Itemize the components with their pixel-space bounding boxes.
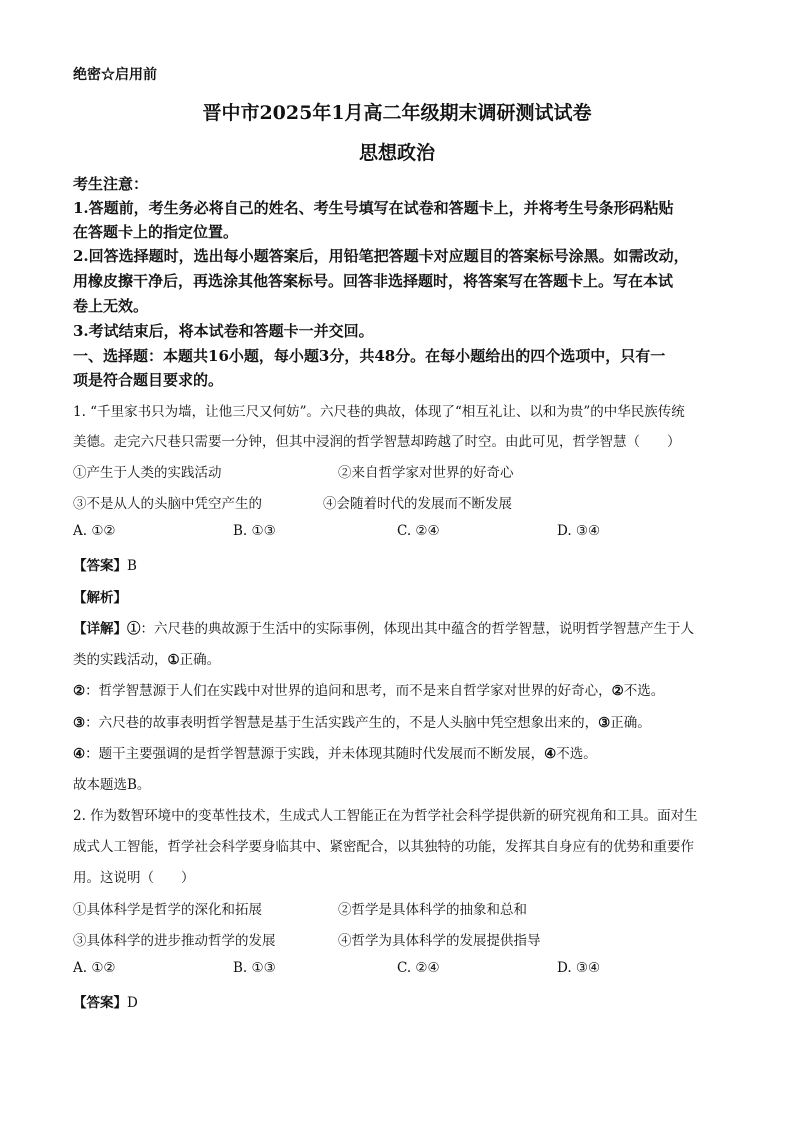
q1-stem-1: 1. “千里家书只为墙，让他三尺又何妨”。六尺巷的典故，体现了“相互礼让、以和为贵”的中华民族传统 <box>73 404 685 420</box>
section-line-2: 项是符合题目要求的。 <box>73 371 224 389</box>
detail-text: 不选。 <box>556 746 597 762</box>
exam-title: 晋中市2025年1月高二年级期末调研测试试卷 <box>202 102 592 124</box>
q1-option-3: ③不是从人的头脑中凭空产生的 <box>73 496 262 512</box>
mark-1: ① <box>167 652 180 668</box>
answer-tag: 【答案】 <box>73 558 127 574</box>
notice-line-1a: 1.答题前，考生务必将自己的姓名、考生号填写在试卷和答题卡上，并将考生号条形码粘贴 <box>73 199 674 217</box>
notice-line-1b: 在答题卡上的指定位置。 <box>73 223 239 241</box>
detail-text: ：六尺巷的典故源于生活中的实际事例，体现出其中蕴含的哲学智慧，说明哲学智慧产生于人 <box>140 621 694 637</box>
q1-detail-3 <box>73 711 651 731</box>
q1-detail-2 <box>73 679 664 699</box>
q1-option-2: ②来自哲学家对世界的好奇心 <box>338 465 514 481</box>
mark-2: ② <box>73 683 86 699</box>
q1-choice-c: C. ②④ <box>397 523 440 539</box>
q2-choice-d: D. ③④ <box>557 960 601 976</box>
mark-2: ② <box>611 683 624 699</box>
q1-choice-b: B. ①③ <box>233 523 276 539</box>
answer-value: D <box>127 995 138 1011</box>
q2-choice-c: C. ②④ <box>397 960 440 976</box>
q1-choice-a: A. ①② <box>73 523 116 539</box>
q2-option-1: ①具体科学是哲学的深化和拓展 <box>73 902 262 918</box>
q1-detail-4 <box>73 742 597 762</box>
section-line-1: 一、选择题：本题共16小题，每小题3分，共48分。在每小题给出的四个选项中，只有一 <box>73 347 666 365</box>
q2-choice-a: A. ①② <box>73 960 116 976</box>
q1-stem-2: 美德。走完六尺巷只需要一分钟，但其中浸润的哲学智慧却跨越了时空。由此可见，哲学智慧（ ） <box>73 434 681 450</box>
mark-3: ③ <box>598 715 611 731</box>
q1-conclusion: 故本题选B。 <box>73 777 151 793</box>
detail-text: ：六尺巷的故事表明哲学智慧是基于生活实践产生的，不是人头脑中凭空想象出来的， <box>85 715 599 731</box>
mark-3: ③ <box>73 715 86 731</box>
detail-tag: 【详解】 <box>73 621 127 637</box>
detail-text: 正确。 <box>610 715 651 731</box>
detail-text: ：哲学智慧源于人们在实践中对世界的追问和思考，而不是来自哲学家对世界的好奇心， <box>85 683 612 699</box>
detail-text: 正确。 <box>179 652 221 668</box>
mark-1: ① <box>127 621 141 637</box>
q1-detail-1a <box>73 617 694 637</box>
q2-option-2: ②哲学是具体科学的抽象和总和 <box>338 902 527 918</box>
confidential-label: 绝密☆启用前 <box>73 67 157 83</box>
notice-heading: 考生注意： <box>73 175 149 193</box>
q2-option-4: ④哲学为具体科学的发展提供指导 <box>338 933 541 949</box>
q1-option-1: ①产生于人类的实践活动 <box>73 465 222 481</box>
q1-answer <box>73 554 137 574</box>
q1-detail-1b <box>73 648 220 668</box>
notice-line-2c: 卷上无效。 <box>73 297 149 315</box>
q1-analysis-tag: 【解析】 <box>73 590 127 606</box>
mark-4: ④ <box>544 746 557 762</box>
detail-text: 类的实践活动， <box>73 652 168 668</box>
detail-text: ：题干主要强调的是哲学智慧源于实践，并未体现其随时代发展而不断发展， <box>85 746 545 762</box>
subject-title: 思想政治 <box>358 142 435 164</box>
q2-option-3: ③具体科学的进步推动哲学的发展 <box>73 933 276 949</box>
mark-4: ④ <box>73 746 86 762</box>
notice-line-3: 3.考试结束后，将本试卷和答题卡一并交回。 <box>73 322 374 340</box>
answer-tag: 【答案】 <box>73 995 127 1011</box>
q1-choice-d: D. ③④ <box>557 523 601 539</box>
answer-value: B <box>127 558 137 574</box>
q2-stem-1: 2. 作为数智环境中的变革性技术，生成式人工智能正在为哲学社会科学提供新的研究视角和工具。面对生 <box>73 808 698 824</box>
q2-choice-b: B. ①③ <box>233 960 276 976</box>
q2-stem-2: 成式人工智能，哲学社会科学要身临其中、紧密配合，以其独特的功能，发挥其自身应有的优势和重要作 <box>73 839 694 855</box>
q1-option-4: ④会随着时代的发展而不断发展 <box>323 496 512 512</box>
notice-line-2a: 2.回答选择题时，选出每小题答案后，用铅笔把答题卡对应题目的答案标号涂黑。如需改动， <box>73 247 689 265</box>
q2-answer <box>73 991 138 1011</box>
notice-line-2b: 用橡皮擦干净后，再选涂其他答案标号。回答非选择题时，将答案写在答题卡上。写在本试 <box>73 272 674 290</box>
q2-stem-3: 用。这说明（ ） <box>73 870 195 886</box>
detail-text: 不选。 <box>623 683 665 699</box>
